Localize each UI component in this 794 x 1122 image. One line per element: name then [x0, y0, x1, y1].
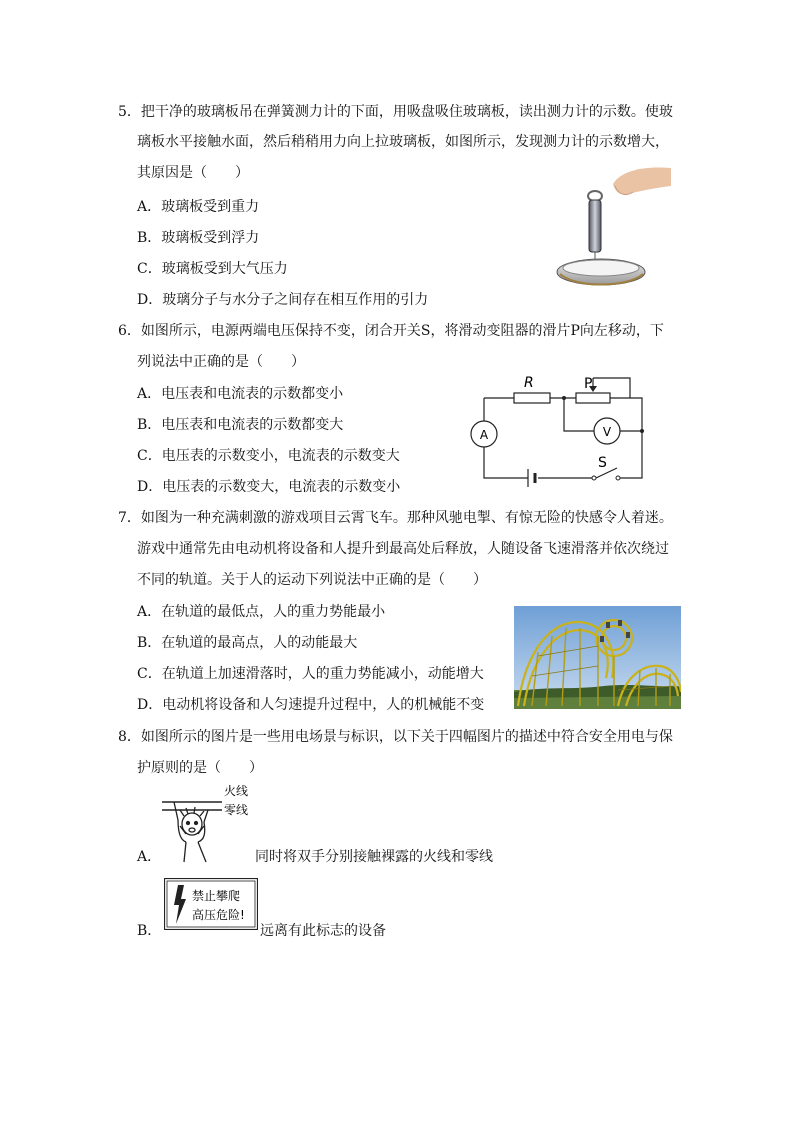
q8-line-1: 8．如图所示的图片是一些用电场景与标识，以下关于四幅图片的描述中符合安全用电与保: [118, 729, 673, 745]
q5-line-1: 5．把干净的玻璃板吊在弹簧测力计的下面，用吸盘吸住玻璃板，读出测力计的示数。使玻: [118, 104, 673, 120]
q8-option-b-figure: [164, 878, 258, 930]
q6-option-d[interactable]: D．电压表的示数变大，电流表的示数变小: [137, 479, 401, 495]
q8-option-b-letter[interactable]: B．: [137, 923, 162, 939]
q6-option-c[interactable]: C．电压表的示数变小，电流表的示数变大: [137, 448, 400, 464]
q7-option-c[interactable]: C．在轨道上加速滑落时，人的重力势能减小，动能增大: [137, 666, 484, 682]
q7-line-3: 不同的轨道。关于人的运动下列说法中正确的是（ ）: [137, 572, 487, 588]
q5-option-b[interactable]: B．玻璃板受到浮力: [137, 230, 260, 246]
resistor-r: [514, 393, 550, 403]
sign-text-line-2: 高压危险!: [192, 908, 245, 922]
q5-spring-scale-figure: [555, 166, 673, 292]
q8-line-2: 护原则的是（ ）: [137, 760, 263, 776]
q7-roller-coaster-photo: [514, 606, 681, 709]
neutral-wire-label: 零线: [224, 803, 249, 817]
q5-option-a[interactable]: A．玻璃板受到重力: [137, 199, 260, 215]
q5-option-d[interactable]: D．玻璃分子与水分子之间存在相互作用的引力: [137, 292, 429, 308]
label-voltmeter: V: [602, 425, 612, 439]
label-ammeter: A: [479, 428, 489, 442]
q6-option-a[interactable]: A．电压表和电流表的示数都变小: [137, 386, 344, 402]
q7-option-b[interactable]: B．在轨道的最高点，人的动能最大: [137, 635, 358, 651]
label-p: P: [584, 376, 593, 392]
q5-option-c[interactable]: C．玻璃板受到大气压力: [137, 261, 288, 277]
switch-icon: [592, 476, 596, 480]
q8-option-a-figure: [160, 780, 256, 864]
q6-circuit-diagram: [460, 368, 660, 490]
q6-option-b[interactable]: B．电压表和电流表的示数都变大: [137, 417, 344, 433]
spring-scale-icon: [589, 200, 601, 252]
q6-line-1: 6．如图所示，电源两端电压保持不变，闭合开关S，将滑动变阻器的滑片P向左移动，下: [118, 323, 664, 339]
live-wire-label: 火线: [224, 784, 249, 798]
q5-line-3: 其原因是（ ）: [137, 165, 249, 181]
q7-line-1: 7．如图为一种充满刺激的游戏项目云霄飞车。那种风驰电掣、有惊无险的快感令人着迷。: [118, 510, 673, 526]
q6-line-2: 列说法中正确的是（ ）: [137, 354, 305, 370]
person-shocked-icon: [174, 802, 208, 862]
q7-line-2: 游戏中通常先由电动机将设备和人提升到最高处后释放，人随设备飞速滑落并依次绕过: [137, 541, 669, 557]
sign-text-line-1: 禁止攀爬: [192, 889, 241, 903]
q8-option-a-text[interactable]: 同时将双手分别接触裸露的火线和零线: [255, 849, 493, 865]
q7-option-d[interactable]: D．电动机将设备和人匀速提升过程中，人的机械能不变: [137, 697, 485, 713]
q7-option-a[interactable]: A．在轨道的最低点，人的重力势能最小: [137, 604, 386, 620]
q5-line-2: 璃板水平接触水面，然后稍稍用力向上拉玻璃板，如图所示，发现测力计的示数增大，: [137, 134, 669, 150]
q8-option-a-letter[interactable]: A．: [137, 849, 162, 865]
label-r: R: [524, 375, 534, 391]
label-switch: S: [598, 455, 607, 471]
rheostat: [576, 393, 610, 403]
q8-option-b-text[interactable]: 远离有此标志的设备: [260, 923, 386, 939]
